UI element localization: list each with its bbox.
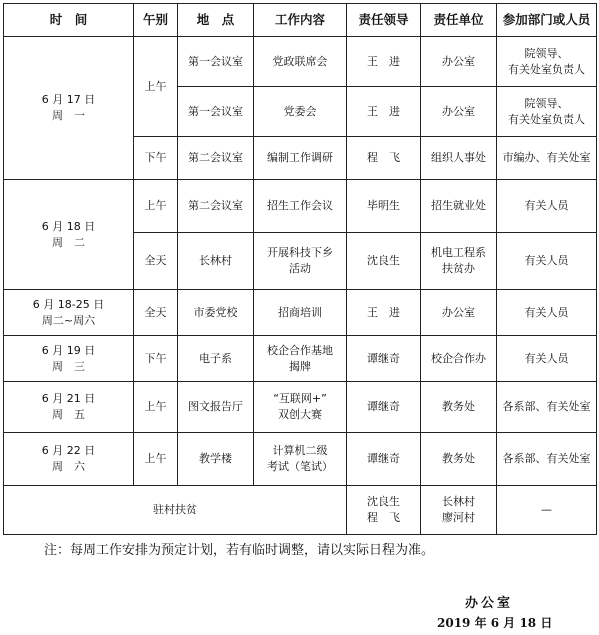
participants-cell: 院领导、 有关处室负责人 bbox=[497, 87, 597, 137]
header-unit: 责任单位 bbox=[421, 4, 497, 37]
period-cell: 上午 bbox=[134, 180, 178, 233]
content-cell: 党政联席会 bbox=[254, 37, 347, 87]
leader-cell: 谭继奇 bbox=[347, 336, 421, 382]
location-cell: 第二会议室 bbox=[178, 180, 254, 233]
content-cell: 招生工作会议 bbox=[254, 180, 347, 233]
schedule-table bbox=[3, 3, 597, 535]
table-row bbox=[4, 37, 597, 87]
location-cell: 第二会议室 bbox=[178, 137, 254, 180]
period-cell: 上午 bbox=[134, 433, 178, 486]
participants-cell: — bbox=[497, 486, 597, 535]
unit-cell: 办公室 bbox=[421, 290, 497, 336]
unit-cell: 组织人事处 bbox=[421, 137, 497, 180]
header-time: 时 间 bbox=[4, 4, 134, 37]
leader-cell: 沈良生 程 飞 bbox=[347, 486, 421, 535]
participants-cell: 市编办、有关处室 bbox=[497, 137, 597, 180]
leader-cell: 程 飞 bbox=[347, 137, 421, 180]
table-row bbox=[4, 180, 597, 233]
leader-cell: 谭继奇 bbox=[347, 382, 421, 433]
content-cell: 党委会 bbox=[254, 87, 347, 137]
location-cell: 图文报告厅 bbox=[178, 382, 254, 433]
header-participants: 参加部门或人员 bbox=[497, 4, 597, 37]
participants-cell: 院领导、 有关处室负责人 bbox=[497, 37, 597, 87]
period-cell: 全天 bbox=[134, 290, 178, 336]
footnote: 注：每周工作安排为预定计划，若有临时调整，请以实际日程为准。 bbox=[44, 543, 435, 558]
date-cell: 6 月 21 日 周 五 bbox=[4, 382, 134, 433]
table-row bbox=[4, 433, 597, 486]
content-cell: 开展科技下乡 活动 bbox=[254, 233, 347, 290]
period-cell: 全天 bbox=[134, 233, 178, 290]
unit-cell: 机电工程系 扶贫办 bbox=[421, 233, 497, 290]
participants-cell: 各系部、有关处室 bbox=[497, 382, 597, 433]
leader-cell: 谭继奇 bbox=[347, 433, 421, 486]
location-cell: 长林村 bbox=[178, 233, 254, 290]
participants-cell: 有关人员 bbox=[497, 290, 597, 336]
leader-cell: 王 进 bbox=[347, 290, 421, 336]
location-cell: 电子系 bbox=[178, 336, 254, 382]
location-cell: 第一会议室 bbox=[178, 87, 254, 137]
date-cell: 6 月 22 日 周 六 bbox=[4, 433, 134, 486]
unit-cell: 办公室 bbox=[421, 37, 497, 87]
signature-office: 办公室 bbox=[465, 596, 514, 611]
unit-cell: 校企合作办 bbox=[421, 336, 497, 382]
date-cell: 6 月 19 日 周 三 bbox=[4, 336, 134, 382]
unit-cell: 教务处 bbox=[421, 382, 497, 433]
location-cell: 第一会议室 bbox=[178, 37, 254, 87]
content-cell: 校企合作基地 揭牌 bbox=[254, 336, 347, 382]
unit-cell: 长林村 廖河村 bbox=[421, 486, 497, 535]
header-leader: 责任领导 bbox=[347, 4, 421, 37]
participants-cell: 有关人员 bbox=[497, 336, 597, 382]
period-cell: 上午 bbox=[134, 37, 178, 137]
leader-cell: 王 进 bbox=[347, 37, 421, 87]
participants-cell: 有关人员 bbox=[497, 233, 597, 290]
content-cell: 编制工作调研 bbox=[254, 137, 347, 180]
period-cell: 上午 bbox=[134, 382, 178, 433]
special-label-cell: 驻村扶贫 bbox=[4, 486, 347, 535]
date-cell: 6 月 18-25 日 周二~周六 bbox=[4, 290, 134, 336]
header-row bbox=[4, 4, 597, 37]
leader-cell: 沈良生 bbox=[347, 233, 421, 290]
signature-date: 2019 年 6 月 18 日 bbox=[437, 616, 553, 630]
location-cell: 教学楼 bbox=[178, 433, 254, 486]
leader-cell: 王 进 bbox=[347, 87, 421, 137]
participants-cell: 有关人员 bbox=[497, 180, 597, 233]
location-cell: 市委党校 bbox=[178, 290, 254, 336]
table-row bbox=[4, 336, 597, 382]
table-row bbox=[4, 382, 597, 433]
period-cell: 下午 bbox=[134, 336, 178, 382]
date-cell: 6 月 17 日 周 一 bbox=[4, 37, 134, 180]
header-location: 地 点 bbox=[178, 4, 254, 37]
table-row bbox=[4, 290, 597, 336]
content-cell: “互联网+” 双创大赛 bbox=[254, 382, 347, 433]
unit-cell: 招生就业处 bbox=[421, 180, 497, 233]
leader-cell: 毕明生 bbox=[347, 180, 421, 233]
header-period: 午别 bbox=[134, 4, 178, 37]
unit-cell: 教务处 bbox=[421, 433, 497, 486]
period-cell: 下午 bbox=[134, 137, 178, 180]
table-row bbox=[4, 486, 597, 535]
content-cell: 招商培训 bbox=[254, 290, 347, 336]
unit-cell: 办公室 bbox=[421, 87, 497, 137]
content-cell: 计算机二级 考试（笔试） bbox=[254, 433, 347, 486]
header-content: 工作内容 bbox=[254, 4, 347, 37]
date-cell: 6 月 18 日 周 二 bbox=[4, 180, 134, 290]
participants-cell: 各系部、有关处室 bbox=[497, 433, 597, 486]
